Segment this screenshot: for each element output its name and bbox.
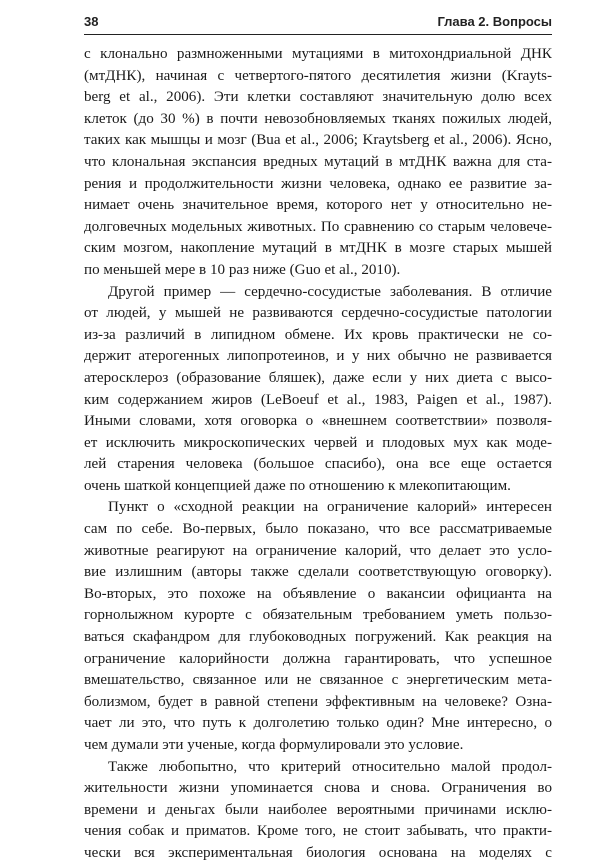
text-line: вмешательство, связанное или не связанное с энергетическим мета- [84,672,552,689]
paragraph [84,757,552,865]
chapter-title: Глава 2. Вопросы [437,14,552,29]
text-line: ет исключить микроскопических червей и плодовых мух как моде- [84,434,552,451]
text-line: чения собак и приматов. Кроме того, не стоит забывать, что практи- [84,823,552,840]
text-line: Пункт о «сходной реакции на ограничение калорий» интересен [108,499,552,516]
text-line: от людей, у мышей не развиваются сердечно-сосудистые патологии [84,305,552,322]
text-line: лей старения человека (большое спасибо), она все еще остается [84,456,552,473]
text-line: очень шаткой концепцией даже по отношению к млекопитающим. [84,477,511,494]
text-line: по меньшей мере в 10 раз ниже (Guo et al., 2010). [84,261,401,278]
text-line: ким содержанием жиров (LeBoeuf et al., 1983, Paigen et al., 1987). [84,391,552,408]
text-line: с клонально размноженными мутациями в митохондриальной ДНК [84,46,552,62]
text-line: (мтДНК), начиная с четвертого-пятого десятилетия жизни (Krayts- [84,67,552,84]
text-line: долговечных модельных животных. По сравнению со старым человече- [84,218,552,235]
text-line: болизмом, будет в равной степени эффективным на человеке? Озна- [84,693,552,710]
paragraph [84,282,552,498]
text-line: нимает очень значительное время, которого нет у относительно не- [84,197,552,214]
text-line: из-за различий в липидном обмене. Их кровь практически не со- [84,326,552,343]
text-line: ским мозгом, накопление мутаций в мтДНК в мозге старых мышей [84,240,552,257]
text-line: чает ли это, что путь к долголетию только один? Мне интересно, о [84,715,552,732]
text-line: Во-вторых, это похоже на объявление о вакансии официанта на [84,585,552,602]
text-line: времени и деньгах были наиболее вероятными причинами исклю- [84,801,552,818]
text-line: Иными словами, хотя оговорка о «внешнем соответствии» позволя- [84,413,552,430]
text-line: таких как мышцы и мозг (Bua et al., 2006; Kraytsberg et al., 2006). Ясно, [84,132,552,149]
text-line: что клональная экспансия вредных мутаций в мтДНК важна для ста- [84,153,552,170]
text-line: держит атерогенных липопротеинов, и у них обычно не развивается [84,348,552,365]
text-line: Также любопытно, что критерий относительно малой продол- [108,758,552,775]
text-line: сам по себе. Во-первых, было показано, что все рассматриваемые [84,521,552,538]
text-line: жительности жизни упоминается снова и снова. Ограничения во [84,780,552,797]
text-line: чески вся экспериментальная биология основана на моделях с [84,844,552,861]
text-line: горнолыжном курорте с обязательным требованием уметь пользо- [84,607,552,624]
page-number: 38 [84,14,99,29]
paragraph [84,44,552,282]
text-line: Другой пример — сердечно-сосудистые заболевания. В отличие [108,283,552,300]
text-line: чем думали эти ученые, когда формулировали это условие. [84,737,464,753]
running-header [84,14,552,35]
text-line: клеток (до 30 %) в почти невозобновляемых тканях пожилых людей, [84,110,552,127]
text-line: вие излишним (авторы также сделали соответствующую оговорку). [84,564,552,581]
paragraph [84,497,552,756]
text-line: животные реагируют на ограничение калорий, что делает это усло- [84,542,552,559]
text-line: berg et al., 2006). Эти клетки составляют значительную долю всех [84,89,552,106]
text-line: ваться скафандром для глубоководных погружений. Как реакция на [84,629,552,646]
body-text [84,44,552,865]
text-line: атеросклероз (образование бляшек), даже если у них диета с высо- [84,369,552,386]
text-line: ограничение калорийности должна гарантировать, что успешное [84,650,552,667]
text-line: рения и продолжительности жизни человека, однако ее развитие за- [84,175,552,192]
